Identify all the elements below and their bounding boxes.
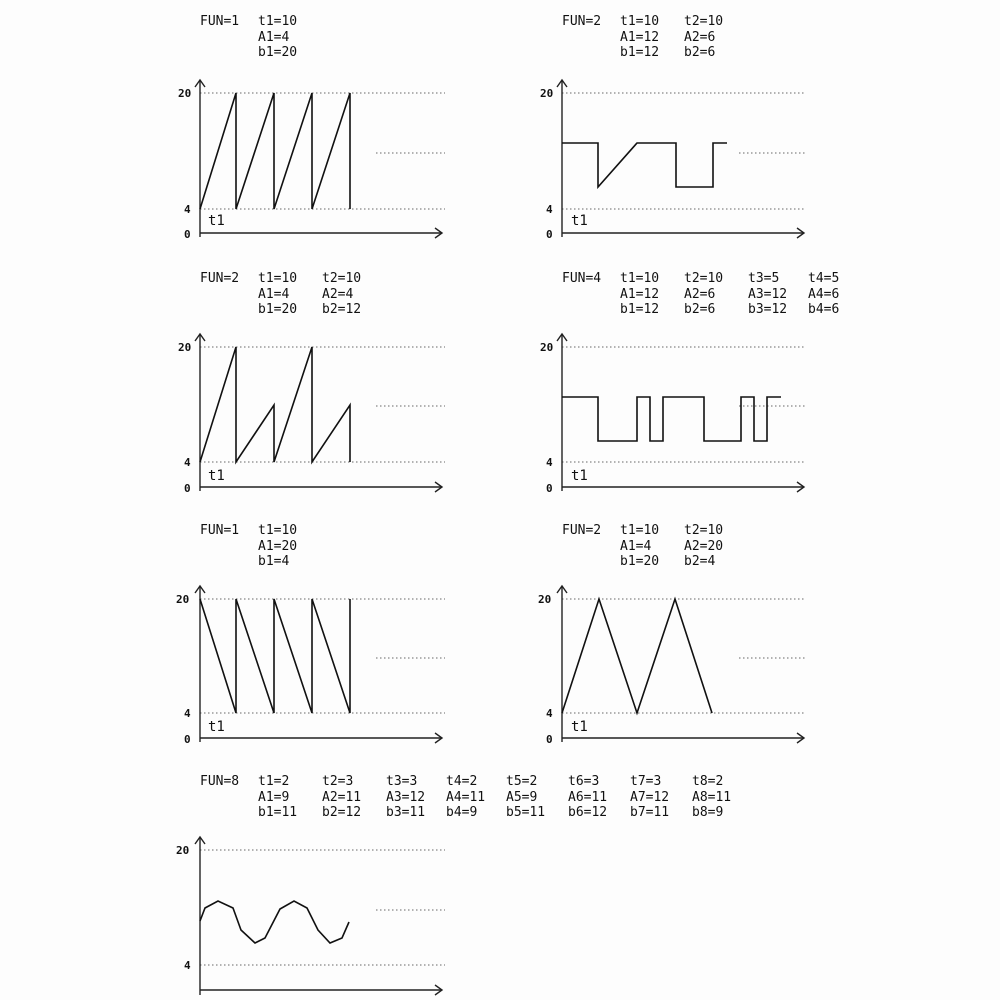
y-tick-0: 0 (184, 733, 191, 746)
parameter-value: t1=2 (258, 774, 290, 789)
parameter-value: t2=10 (684, 14, 724, 29)
parameter-value: b6=12 (568, 805, 608, 820)
y-tick-20: 20 (540, 87, 554, 100)
parameter-value: A1=20 (258, 538, 298, 554)
parameter-value: t1=10 (620, 14, 660, 29)
y-tick-20: 20 (176, 844, 190, 857)
y-tick-0: 0 (184, 228, 191, 241)
parameter-value: b1=4 (258, 554, 290, 569)
t1-label: t1 (571, 468, 588, 484)
parameter-value: b1=20 (258, 302, 298, 317)
t1-label: t1 (208, 468, 225, 484)
parameter-value: b1=20 (620, 554, 660, 569)
parameter-value: t1=10 (258, 523, 298, 538)
y-tick-0: 0 (546, 482, 553, 495)
parameter-value: A4=6 (808, 286, 840, 302)
y-tick-4: 4 (546, 203, 553, 216)
parameter-value: t5=2 (506, 774, 538, 789)
parameter-value: b8=9 (692, 805, 724, 820)
parameter-value: b2=12 (322, 302, 362, 317)
parameter-value: b4=9 (446, 805, 478, 820)
parameter-value: A8=11 (692, 789, 732, 805)
axes (195, 837, 442, 995)
parameter-value: A1=12 (620, 286, 660, 302)
parameter-value: b1=12 (620, 45, 660, 60)
parameter-value: t2=3 (322, 774, 354, 789)
y-tick-4: 4 (184, 959, 191, 972)
y-tick-4: 4 (546, 456, 553, 469)
t1-label: t1 (208, 213, 225, 229)
parameter-value: t7=3 (630, 774, 662, 789)
parameter-value: b2=6 (684, 302, 716, 317)
stepped-sine-waveform (200, 901, 349, 943)
parameter-value: t3=5 (748, 271, 780, 286)
function-label: FUN=4 (562, 271, 602, 286)
y-tick-4: 4 (184, 203, 191, 216)
function-label: FUN=8 (200, 774, 240, 789)
parameter-value: b3=11 (386, 805, 426, 820)
y-tick-0: 0 (546, 733, 553, 746)
parameter-value: A1=9 (258, 789, 290, 805)
parameter-value: A2=20 (684, 538, 724, 554)
parameter-value: A4=11 (446, 789, 486, 805)
parameter-value: t6=3 (568, 774, 600, 789)
parameter-value: b2=4 (684, 554, 716, 569)
parameter-value: A1=4 (258, 29, 290, 45)
parameter-value: A6=11 (568, 789, 608, 805)
parameter-value: A3=12 (386, 789, 426, 805)
parameter-value: b3=12 (748, 302, 788, 317)
y-tick-4: 4 (184, 456, 191, 469)
y-tick-20: 20 (540, 341, 554, 354)
y-tick-20: 20 (538, 593, 552, 606)
y-tick-0: 0 (184, 482, 191, 495)
parameter-value: t1=10 (620, 523, 660, 538)
parameter-value: b1=12 (620, 302, 660, 317)
parameter-value: A7=12 (630, 789, 670, 805)
y-tick-4: 4 (546, 707, 553, 720)
parameter-value: t1=10 (620, 271, 660, 286)
parameter-value: A2=6 (684, 286, 716, 302)
function-label: FUN=2 (562, 523, 602, 538)
parameter-value: A3=12 (748, 286, 788, 302)
parameter-value: A5=9 (506, 789, 538, 805)
parameter-value: A2=6 (684, 29, 716, 45)
y-tick-20: 20 (178, 341, 192, 354)
function-label: FUN=1 (200, 523, 240, 538)
parameter-value: b7=11 (630, 805, 670, 820)
parameter-value: A1=4 (258, 286, 290, 302)
y-tick-20: 20 (178, 87, 192, 100)
t1-label: t1 (571, 213, 588, 229)
parameter-value: t2=10 (684, 271, 724, 286)
parameter-value: A2=4 (322, 286, 354, 302)
y-tick-4: 4 (184, 707, 191, 720)
parameter-value: A1=12 (620, 29, 660, 45)
parameter-value: b2=6 (684, 45, 716, 60)
parameter-value: b2=12 (322, 805, 362, 820)
y-tick-20: 20 (176, 593, 190, 606)
parameter-value: t2=10 (684, 523, 724, 538)
parameter-value: A1=4 (620, 538, 652, 554)
function-label: FUN=2 (200, 271, 240, 286)
function-label: FUN=2 (562, 14, 602, 29)
parameter-value: t2=10 (322, 271, 362, 286)
parameter-value: b4=6 (808, 302, 840, 317)
parameter-value: t3=3 (386, 774, 418, 789)
parameter-value: t4=5 (808, 271, 840, 286)
parameter-value: t1=10 (258, 14, 298, 29)
guide-lines (200, 850, 445, 965)
parameter-value: A2=11 (322, 789, 362, 805)
y-tick-0: 0 (546, 228, 553, 241)
parameter-value: t4=2 (446, 774, 478, 789)
parameter-value: b1=20 (258, 45, 298, 60)
parameter-value: b1=11 (258, 805, 298, 820)
function-label: FUN=1 (200, 14, 240, 29)
t1-label: t1 (571, 719, 588, 735)
parameter-value: t8=2 (692, 774, 724, 789)
parameter-value: t1=10 (258, 271, 298, 286)
t1-label: t1 (208, 719, 225, 735)
parameter-value: b5=11 (506, 805, 546, 820)
